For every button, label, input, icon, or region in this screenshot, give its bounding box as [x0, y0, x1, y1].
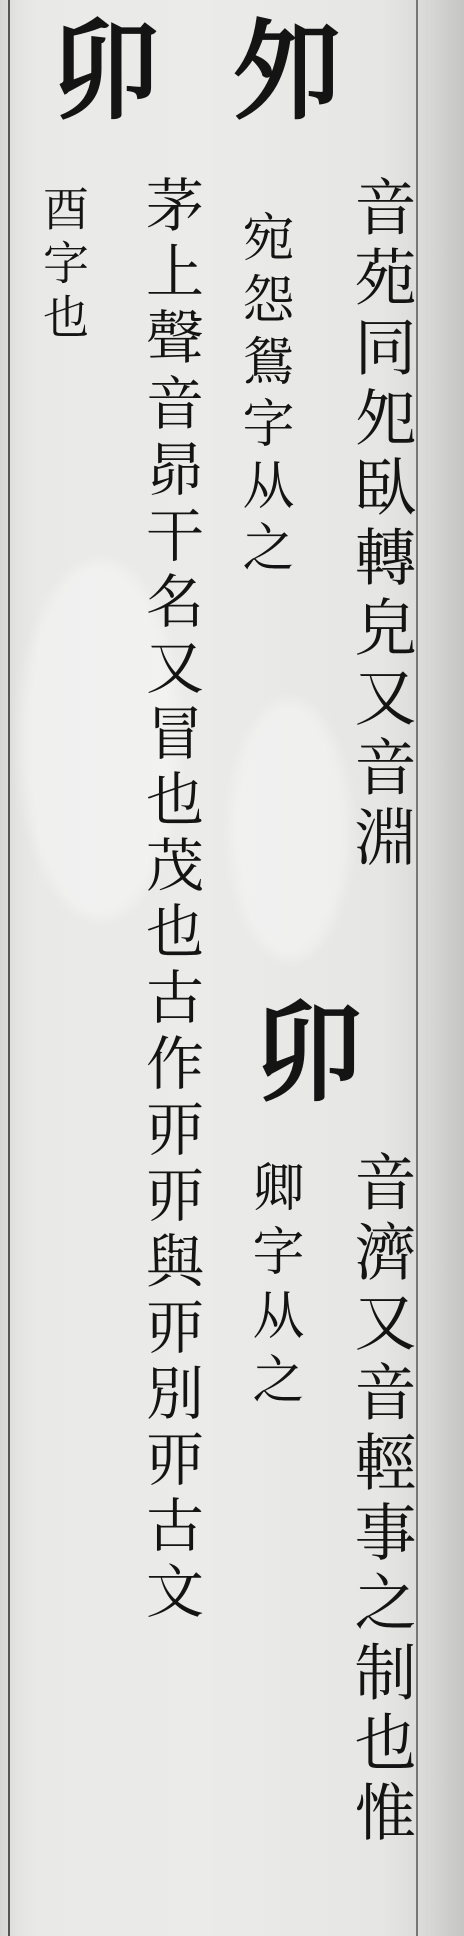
- entry-3-gloss-left: [238, 1160, 308, 1416]
- entry-1-gloss-left: [228, 210, 298, 582]
- entry-1-gloss-right: [340, 175, 420, 875]
- head-character: 夘: [232, 9, 341, 135]
- paper-stain: [230, 700, 350, 960]
- page-edge-line: [8, 0, 10, 1936]
- head-character: 卯: [50, 9, 159, 135]
- gloss-text: 茅上聲音昴干名又冒也茂也古作丣丣與丣別丣古文: [136, 175, 204, 1627]
- entry-1-head: [222, 9, 352, 135]
- entry-3-head: [238, 991, 378, 1117]
- gloss-text: 卿字从之: [243, 1160, 303, 1416]
- entry-2-gloss-short: [28, 185, 98, 347]
- gloss-text: 音苑同夗臥轉皃又音淵: [344, 175, 417, 875]
- gloss-text: 音濟又音輕事之制也惟: [344, 1150, 417, 1850]
- gloss-text: 酉字也: [36, 185, 90, 347]
- head-character: 卯: [253, 991, 362, 1117]
- entry-2-gloss-main: [128, 175, 212, 1935]
- entry-2-head: [30, 9, 180, 135]
- gloss-text: 宛怨鴛字从之: [233, 210, 293, 582]
- entry-3-gloss-right: [340, 1150, 420, 1930]
